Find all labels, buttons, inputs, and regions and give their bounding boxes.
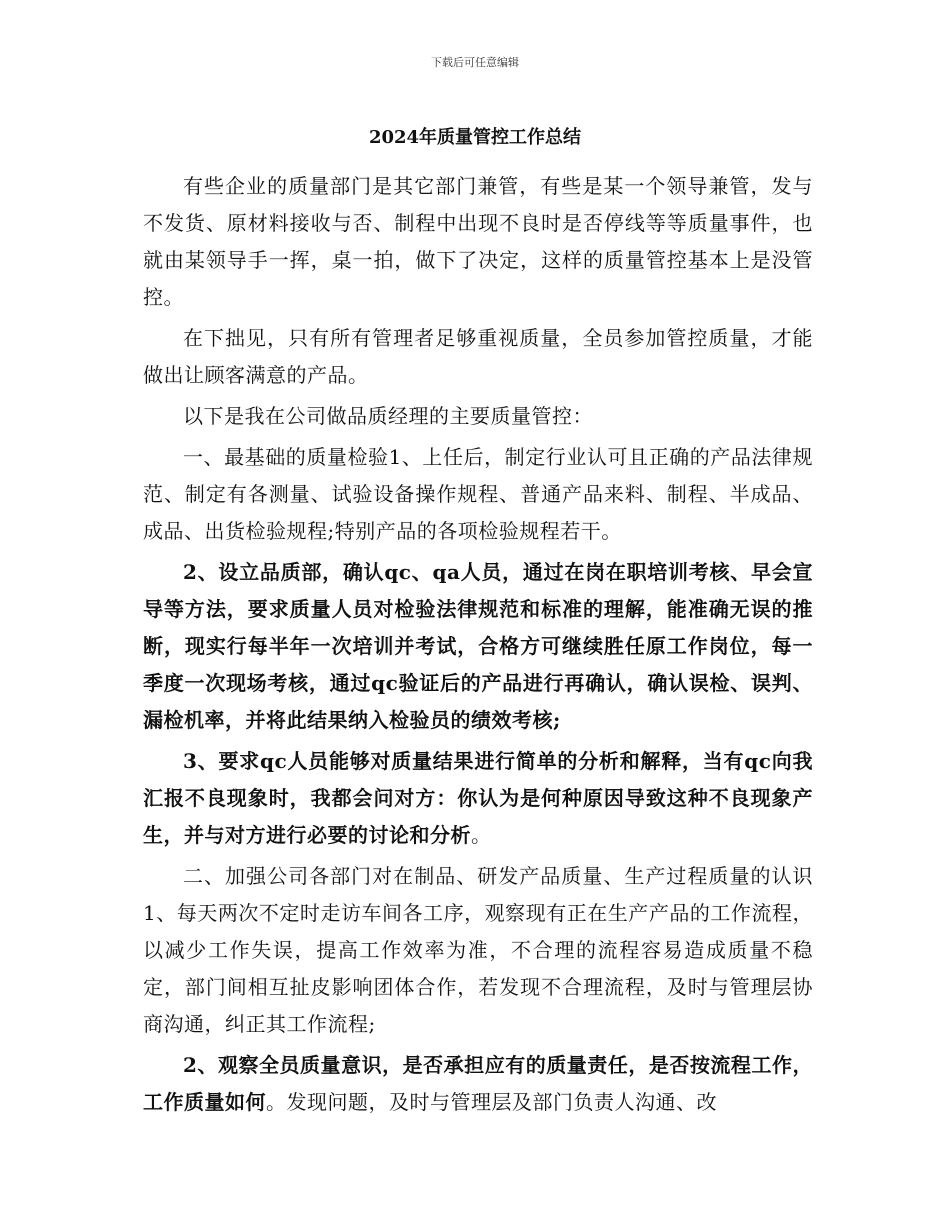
paragraph-bold-text: 3、要求qc人员能够对质量结果进行简单的分析和解释，当有qc向我汇报不良现象时，我都会问对方：你认为是何种原因导致这种不良现象产生，并与对方进行必要的讨论和分析 xyxy=(143,749,813,847)
paragraph-text: 一、最基础的质量检验1、上任后，制定行业认可且正确的产品法律规范、制定有各测量、试验设备操作规程、普通产品来料、制程、半成品、成品、出货检验规程;特别产品的各项检验规程若干。 xyxy=(143,445,813,543)
header-note: 下载后可任意编辑 xyxy=(431,56,519,69)
paragraph-text: 在下拙见，只有所有管理者足够重视质量，全员参加管控质量，才能做出让顾客满意的产品。 xyxy=(143,326,813,387)
paragraph-text: 。 xyxy=(471,823,492,847)
paragraph xyxy=(143,439,813,550)
paragraph xyxy=(143,858,813,1043)
document-body xyxy=(143,168,813,1125)
paragraph-text: 二、加强公司各部门对在制品、研发产品质量、生产过程质量的认识1、每天两次不定时走访车间各工序，观察现有正在生产产品的工作流程，以减少工作失误，提高工作效率为准，不合理的流程容易造成质量不稳定，部门间相互扯皮影响团体合作，若发现不合理流程，及时与管理层协商沟通，纠正其工作流程; xyxy=(143,864,813,1036)
paragraph-bold-text: 2、观察全员质量意识，是否承担应有的质量责任，是否按流程工作，工作质量如何 xyxy=(143,1053,813,1114)
paragraph-text: 。发现问题，及时与管理层及部门负责人沟通、改 xyxy=(266,1090,717,1114)
paragraph-bold-text: 2、设立品质部，确认qc、qa人员，通过在岗在职培训考核、早会宣导等方法，要求质量人员对检验法律规范和标准的理解，能准确无误的推断，现实行每半年一次培训并考试，合格方可继续胜任原工作岗位，每一季度一次现场考核，通过qc验证后的产品进行再确认，确认误检、误判、漏检机率，并将此结果纳入检验员的绩效考核; xyxy=(143,560,813,732)
paragraph xyxy=(143,743,813,854)
paragraph-text: 以下是我在公司做品质经理的主要质量管控： xyxy=(183,404,593,428)
paragraph xyxy=(143,168,813,316)
paragraph-text: 有些企业的质量部门是其它部门兼管，有些是某一个领导兼管，发与不发货、原材料接收与否、制程中出现不良时是否停线等等质量事件，也就由某领导手一挥，桌一拍，做下了决定，这样的质量管控基本上是没管控。 xyxy=(143,174,813,309)
paragraph xyxy=(143,398,813,435)
document-title: 2024年质量管控工作总结 xyxy=(368,127,582,148)
paragraph xyxy=(143,1047,813,1121)
paragraph xyxy=(143,320,813,394)
paragraph xyxy=(143,554,813,739)
